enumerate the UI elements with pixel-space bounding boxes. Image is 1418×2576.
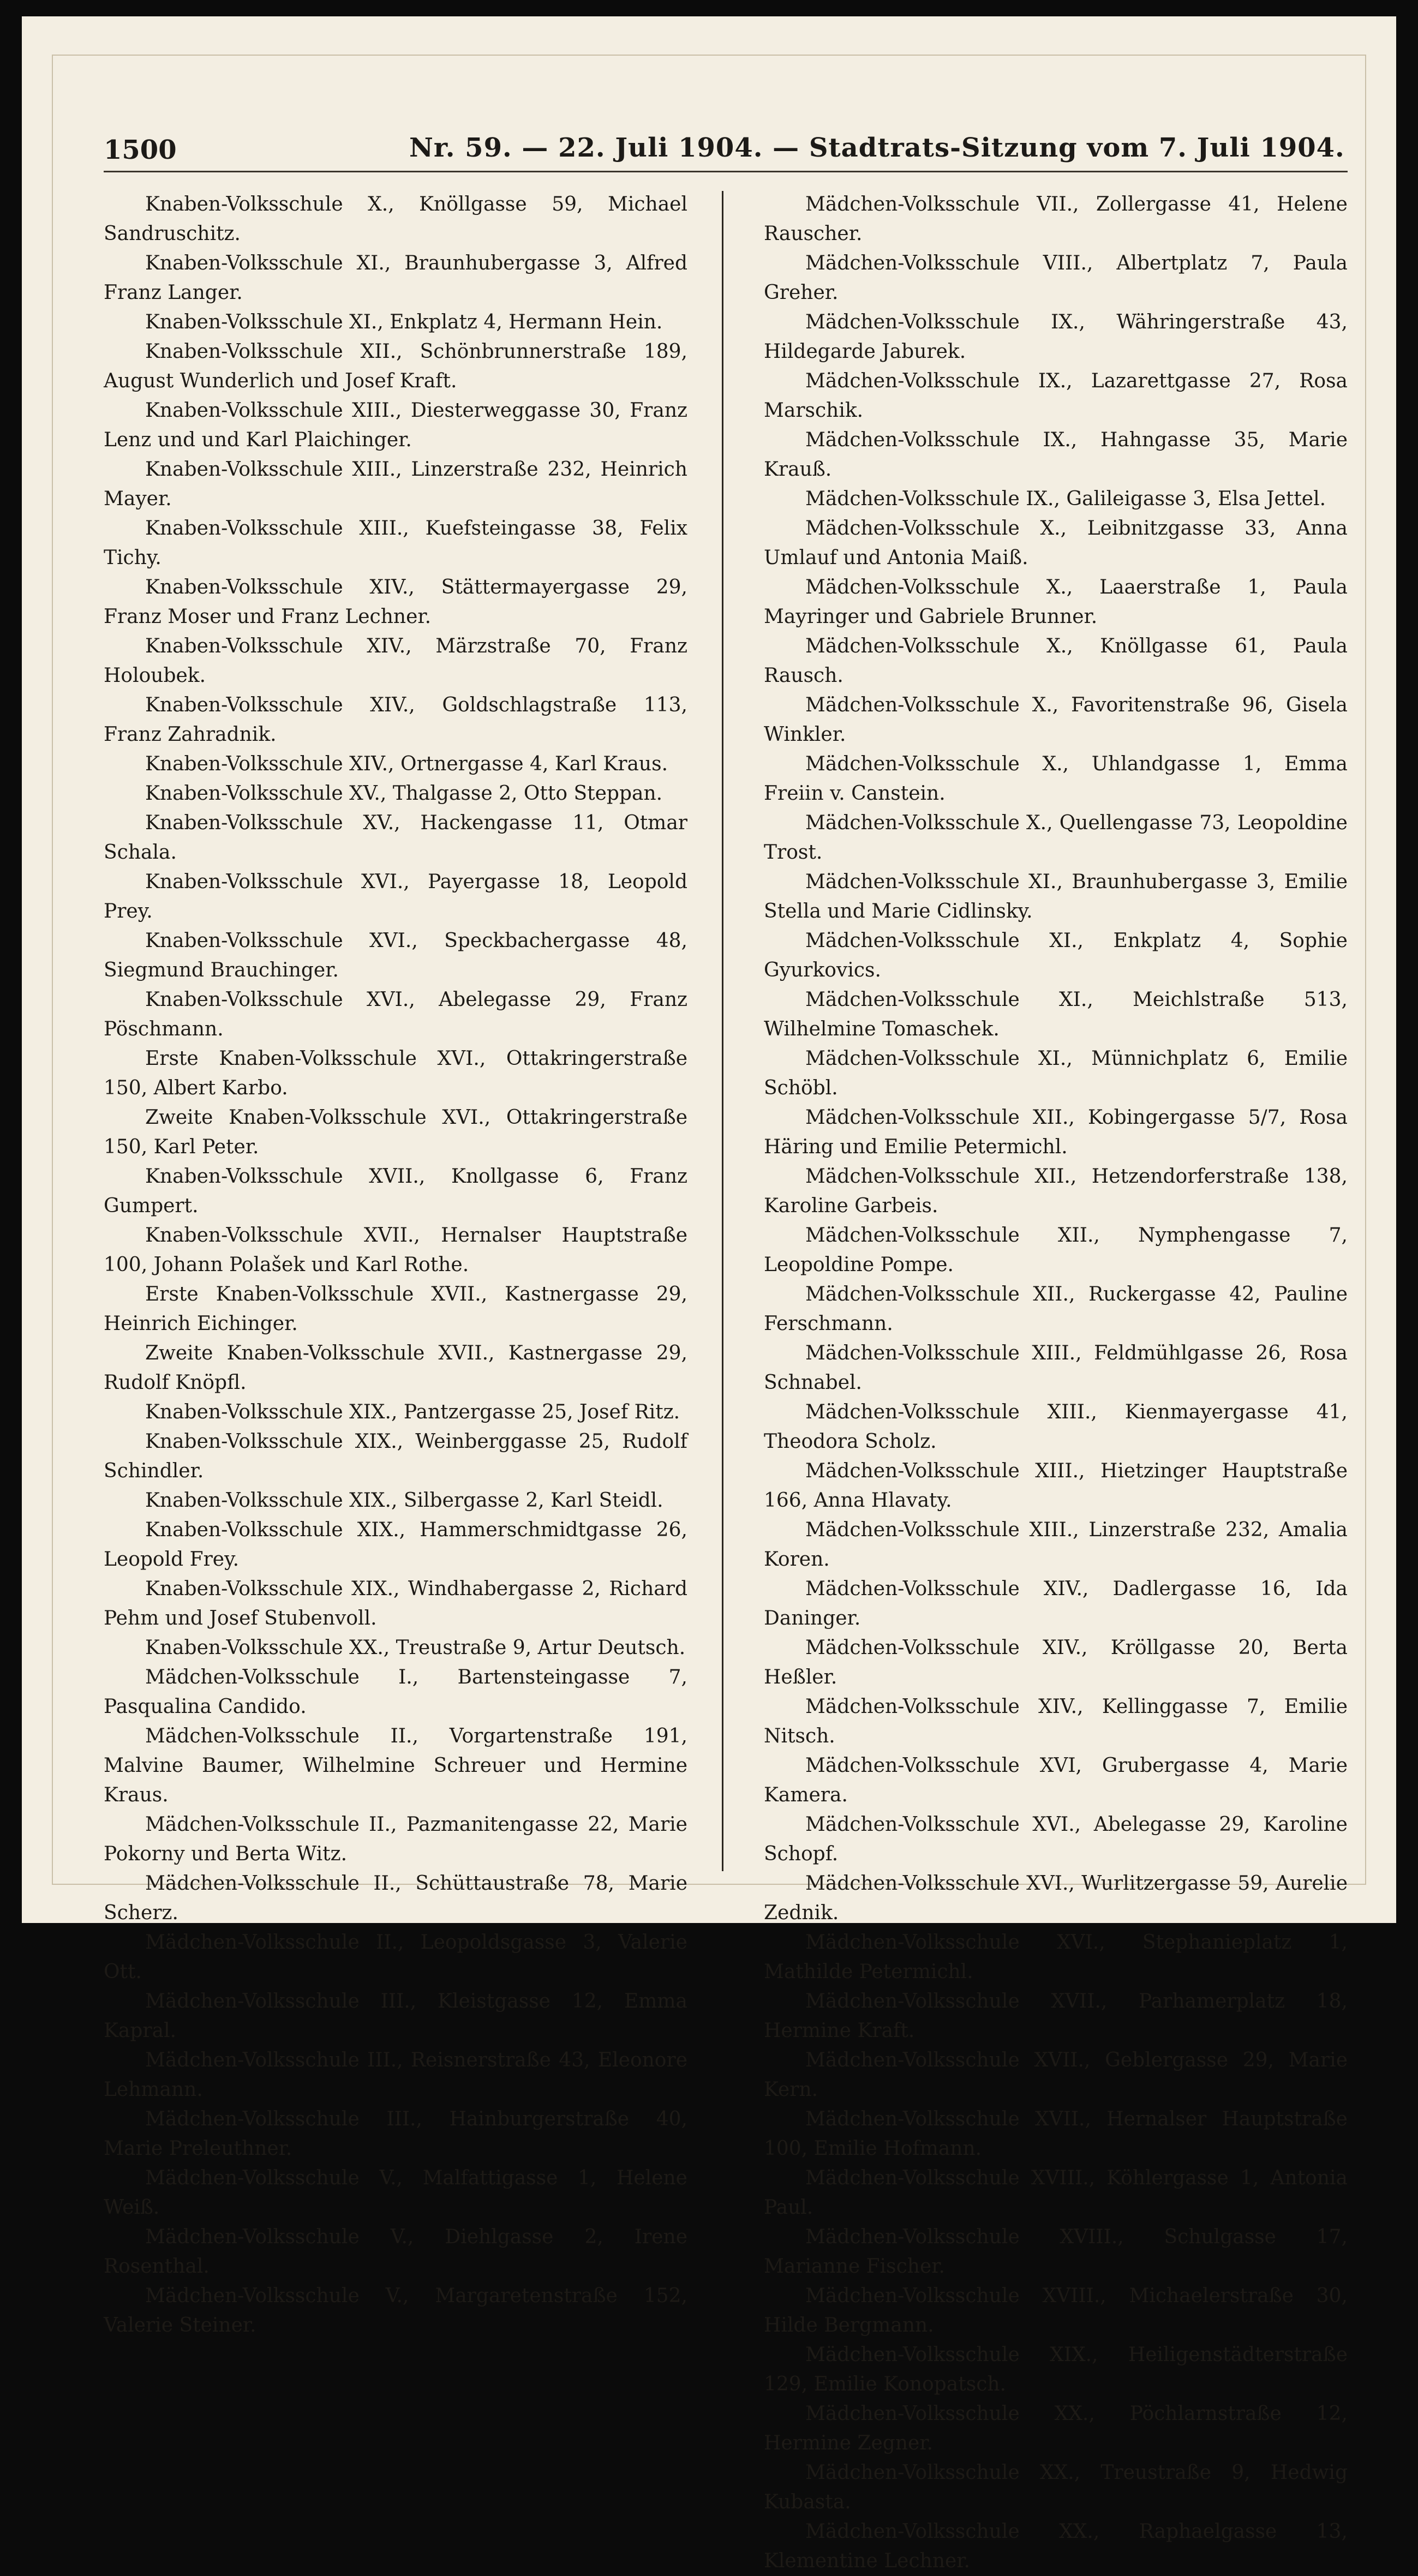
list-item: Mädchen-Volksschule XIX., Heiligenstädterstraße 129, Emilie Konopatsch. (764, 2344, 1348, 2395)
list-item: Mädchen-Volksschule XX., Pöchlarnstraße 12, Hermine Zegner. (764, 2403, 1348, 2454)
list-item: Mädchen-Volksschule X., Favoritenstraße 96, Gisela Winkler. (764, 694, 1348, 746)
column-divider (722, 191, 723, 1871)
list-item: Mädchen-Volksschule IX., Lazarettgasse 27, Rosa Marschik. (764, 370, 1348, 422)
list-item: Mädchen-Volksschule XIII., Hietzinger Hauptstraße 166, Anna Hlavaty. (764, 1460, 1348, 1512)
list-item: Mädchen-Volksschule III., Reisnerstraße 43, Eleonore Lehmann. (104, 2049, 687, 2101)
list-item: Knaben-Volksschule XV., Hackengasse 11, Otmar Schala. (104, 812, 687, 864)
list-item: Mädchen-Volksschule XIII., Kienmayergasse 41, Theodora Scholz. (764, 1401, 1348, 1453)
list-item: Zweite Knaben-Volksschule XVII., Kastnergasse 29, Rudolf Knöpfl. (104, 1342, 687, 1394)
list-item: Knaben-Volksschule XV., Thalgasse 2, Otto Steppan. (145, 782, 663, 805)
list-item: Mädchen-Volksschule II., Vorgartenstraße 191, Malvine Baumer, Wilhelmine Schreuer und Hermine Kraus. (104, 1725, 687, 1806)
list-item: Mädchen-Volksschule XVI., Stephanieplatz 1, Mathilde Petermichl. (764, 1931, 1348, 1983)
list-item: Mädchen-Volksschule XI., Braunhubergasse 3, Emilie Stella und Marie Cidlinsky. (764, 871, 1348, 922)
list-item: Mädchen-Volksschule XII., Ruckergasse 42, Pauline Ferschmann. (764, 1283, 1348, 1335)
list-item: Knaben-Volksschule XIX., Silbergasse 2, Karl Steidl. (145, 1489, 663, 1512)
list-item: Mädchen-Volksschule IX., Galileigasse 3, Elsa Jettel. (805, 488, 1326, 510)
list-item: Mädchen-Volksschule XX., Raphaelgasse 13, Klementine Lechner. (764, 2520, 1348, 2572)
list-item: Knaben-Volksschule XVI., Payergasse 18, Leopold Prey. (104, 871, 687, 922)
list-item: Mädchen-Volksschule X., Leibnitzgasse 33, Anna Umlauf und Antonia Maiß. (764, 517, 1348, 569)
list-item: Mädchen-Volksschule XIV., Kröllgasse 20, Berta Heßler. (764, 1637, 1348, 1688)
document-page (22, 16, 1396, 2572)
header-rule (104, 171, 1348, 172)
list-item: Mädchen-Volksschule VIII., Albertplatz 7, Paula Greher. (764, 252, 1348, 304)
list-item: Mädchen-Volksschule XIII., Feldmühlgasse 26, Rosa Schnabel. (764, 1342, 1348, 1394)
list-item: Mädchen-Volksschule X., Knöllgasse 61, Paula Rausch. (764, 635, 1348, 687)
list-item: Mädchen-Volksschule XVI, Grubergasse 4, Marie Kamera. (764, 1754, 1348, 1806)
list-item: Knaben-Volksschule XIV., Ortnergasse 4, Karl Kraus. (145, 753, 668, 775)
list-item: Knaben-Volksschule XIV., Märzstraße 70, Franz Holoubek. (104, 635, 687, 687)
list-item: Mädchen-Volksschule XVI., Wurlitzergasse 59, Aurelie Zednik. (764, 1872, 1348, 1924)
list-item: Knaben-Volksschule XX., Treustraße 9, Artur Deutsch. (145, 1637, 686, 1659)
list-item: Mädchen-Volksschule X., Uhlandgasse 1, Emma Freiin v. Canstein. (764, 753, 1348, 805)
list-item: Knaben-Volksschule XIII., Linzerstraße 232, Heinrich Mayer. (104, 458, 687, 510)
list-item: Knaben-Volksschule XIII., Kuefsteingasse 38, Felix Tichy. (104, 517, 687, 569)
list-item: Mädchen-Volksschule II., Schüttaustraße 78, Marie Scherz. (104, 1872, 687, 1924)
list-item: Mädchen-Volksschule V., Malfattigasse 1, Helene Weiß. (104, 2167, 687, 2219)
list-item: Erste Knaben-Volksschule XVI., Ottakringerstraße 150, Albert Karbo. (104, 1047, 687, 1099)
list-item: Knaben-Volksschule XI., Braunhubergasse 3, Alfred Franz Langer. (104, 252, 687, 304)
list-item: Knaben-Volksschule XIX., Hammerschmidtgasse 26, Leopold Frey. (104, 1519, 687, 1571)
list-item: Mädchen-Volksschule XVII., Parhamerplatz 18, Hermine Kraft. (764, 1990, 1348, 2042)
list-item: Mädchen-Volksschule IX., Währingerstraße 43, Hildegarde Jaburek. (764, 311, 1348, 363)
list-item: Mädchen-Volksschule XIII., Linzerstraße 232, Amalia Koren. (764, 1519, 1348, 1571)
list-item: Mädchen-Volksschule XI., Münnichplatz 6, Emilie Schöbl. (764, 1047, 1348, 1099)
list-item: Knaben-Volksschule XI., Enkplatz 4, Hermann Hein. (145, 311, 663, 333)
list-item: Mädchen-Volksschule X., Quellengasse 73, Leopoldine Trost. (764, 812, 1348, 864)
list-item: Mädchen-Volksschule XVIII., Schulgasse 17, Marianne Fischer. (764, 2226, 1348, 2278)
list-item: Erste Knaben-Volksschule XVII., Kastnergasse 29, Heinrich Eichinger. (104, 1283, 687, 1335)
list-item: Mädchen-Volksschule III., Kleistgasse 12, Emma Kapral. (104, 1990, 687, 2042)
running-head: Nr. 59. — 22. Juli 1904. — Stadtrats-Sitzung vom 7. Juli 1904. (409, 133, 1345, 163)
list-item: Zweite Knaben-Volksschule XVI., Ottakringerstraße 150, Karl Peter. (104, 1106, 687, 1158)
list-item: Knaben-Volksschule XVI., Abelegasse 29, Franz Pöschmann. (104, 989, 687, 1040)
list-item: Knaben-Volksschule XVII., Hernalser Hauptstraße 100, Johann Polašek und Karl Rothe. (104, 1224, 687, 1276)
list-item: Knaben-Volksschule XIV., Stättermayergasse 29, Franz Moser und Franz Lechner. (104, 576, 687, 628)
list-item: Mädchen-Volksschule XVI., Abelegasse 29, Karoline Schopf. (764, 1813, 1348, 1865)
list-item: Mädchen-Volksschule VII., Zollergasse 41, Helene Rauscher. (764, 193, 1348, 245)
list-item: Mädchen-Volksschule XVIII., Michaelerstraße 30, Hilde Bergmann. (764, 2285, 1348, 2337)
list-item: Knaben-Volksschule XIII., Diesterweggasse 30, Franz Lenz und und Karl Plaichinger. (104, 399, 687, 451)
list-item: Knaben-Volksschule XIX., Weinberggasse 25, Rudolf Schindler. (104, 1430, 687, 1482)
list-item: Mädchen-Volksschule XII., Kobingergasse 5/7, Rosa Häring und Emilie Petermichl. (764, 1106, 1348, 1158)
list-item: Knaben-Volksschule XVI., Speckbachergasse 48, Siegmund Brauchinger. (104, 930, 687, 981)
list-item: Knaben-Volksschule XIX., Windhabergasse 2, Richard Pehm und Josef Stubenvoll. (104, 1578, 687, 1630)
right-column (764, 190, 1348, 2576)
page-number: 1500 (104, 135, 177, 165)
list-item: Mädchen-Volksschule XI., Enkplatz 4, Sophie Gyurkovics. (764, 930, 1348, 981)
page-header (104, 128, 1348, 166)
list-item: Mädchen-Volksschule V., Margaretenstraße 152, Valerie Steiner. (104, 2285, 687, 2337)
left-column (104, 190, 687, 2340)
list-item: Knaben-Volksschule XIX., Pantzergasse 25, Josef Ritz. (145, 1401, 680, 1423)
list-item: Knaben-Volksschule XIV., Goldschlagstraße 113, Franz Zahradnik. (104, 694, 687, 746)
list-item: Knaben-Volksschule XII., Schönbrunnerstraße 189, August Wunderlich und Josef Kraft. (104, 340, 687, 392)
list-item: Mädchen-Volksschule IX., Hahngasse 35, Marie Krauß. (764, 429, 1348, 481)
list-item: Mädchen-Volksschule XIV., Kellinggasse 7, Emilie Nitsch. (764, 1696, 1348, 1747)
list-item: Knaben-Volksschule XVII., Knollgasse 6, Franz Gumpert. (104, 1165, 687, 1217)
list-item: Mädchen-Volksschule XVIII., Köhlergasse 1, Antonia Paul. (764, 2167, 1348, 2219)
list-item: Mädchen-Volksschule XII., Hetzendorferstraße 138, Karoline Garbeis. (764, 1165, 1348, 1217)
list-item: Mädchen-Volksschule XI., Meichlstraße 513, Wilhelmine Tomaschek. (764, 989, 1348, 1040)
list-item: Mädchen-Volksschule V., Diehlgasse 2, Irene Rosenthal. (104, 2226, 687, 2278)
list-item: Mädchen-Volksschule II., Leopoldsgasse 3, Valerie Ott. (104, 1931, 687, 1983)
list-item: Mädchen-Volksschule XX., Treustraße 9, Hedwig Kubasta. (764, 2461, 1348, 2513)
list-item: Mädchen-Volksschule XIV., Dadlergasse 16, Ida Daninger. (764, 1578, 1348, 1630)
list-item: Mädchen-Volksschule II., Pazmanitengasse 22, Marie Pokorny und Berta Witz. (104, 1813, 687, 1865)
list-item: Mädchen-Volksschule XII., Nymphengasse 7, Leopoldine Pompe. (764, 1224, 1348, 1276)
list-item: Mädchen-Volksschule XVII., Hernalser Hauptstraße 100, Emilie Hofmann. (764, 2108, 1348, 2160)
list-item: Mädchen-Volksschule XVII., Geblergasse 29, Marie Kern. (764, 2049, 1348, 2101)
list-item: Mädchen-Volksschule III., Hainburgerstraße 40, Marie Preleuthner. (104, 2108, 687, 2160)
list-item: Mädchen-Volksschule I., Bartensteingasse 7, Pasqualina Candido. (104, 1666, 687, 1718)
list-item: Knaben-Volksschule X., Knöllgasse 59, Michael Sandruschitz. (104, 193, 687, 245)
list-item: Mädchen-Volksschule X., Laaerstraße 1, Paula Mayringer und Gabriele Brunner. (764, 576, 1348, 628)
